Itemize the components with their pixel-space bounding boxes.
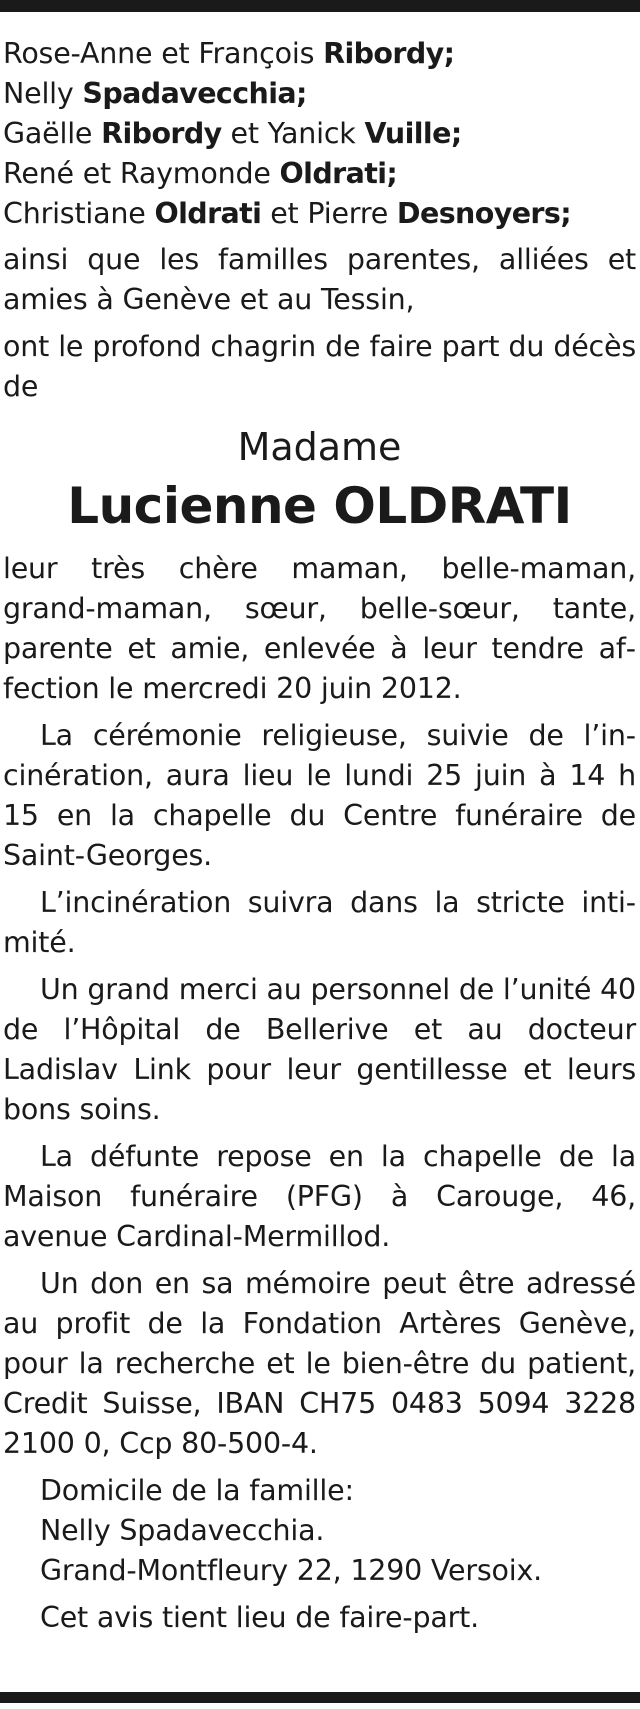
- address-name: Nelly Spadavecchia.: [40, 1514, 325, 1547]
- family-line-2: Nelly Spadavecchia;: [3, 77, 307, 110]
- resting-place-paragraph: La défunte repose en la chapelle de la Maison funéraire (PFG) à Carouge, 46, avenue Cardinal-Mermillod.: [3, 1140, 636, 1253]
- donation-paragraph: Un don en sa mémoire peut être adressé au profit de la Fondation Artères Genève, pour la recherche et le bien-être du patient, Credit Suisse, IBAN CH75 0483 5094 3228 2100 0, Ccp 80-500-4.: [3, 1267, 636, 1460]
- deceased-title: Madame: [237, 425, 402, 469]
- relation-text: leur très chère maman, belle-maman, grand-maman, sœur, belle-sœur, tante, parente et amie, enlevée à leur tendre affection le mercredi 20 juin 2012.: [3, 552, 636, 705]
- family-line-3: Gaëlle Ribordy et Yanick Vuille;: [3, 117, 462, 150]
- closing-note: Cet avis tient lieu de faire-part.: [40, 1601, 479, 1634]
- family-address: [3, 1471, 636, 1591]
- bottom-border-rule: [0, 1692, 640, 1703]
- extended-families-text: ainsi que les familles parentes, alliées et amies à Genève et au Tessin,: [3, 243, 636, 316]
- top-border-rule: [0, 0, 640, 12]
- address-street: Grand-Montfleury 22, 1290 Versoix.: [40, 1554, 542, 1587]
- obituary-notice: [3, 34, 636, 1638]
- ceremony-paragraph: La cérémonie religieuse, suivie de l’incinération, aura lieu le lundi 25 juin à 14 h 15 en la chapelle du Centre funéraire de Saint-Georges.: [3, 719, 636, 872]
- family-line-5: Christiane Oldrati et Pierre Desnoyers;: [3, 197, 572, 230]
- address-heading: Domicile de la famille:: [40, 1474, 354, 1507]
- incineration-paragraph: L’incinération suivra dans la stricte intimité.: [3, 886, 636, 959]
- deceased-name: Lucienne OLDRATI: [67, 477, 572, 535]
- announcement-text: ont le profond chagrin de faire part du décès de: [3, 330, 636, 403]
- family-line-4: René et Raymonde Oldrati;: [3, 157, 398, 190]
- family-line-1: Rose-Anne et François Ribordy;: [3, 37, 455, 70]
- thanks-paragraph: Un grand merci au personnel de l’unité 40 de l’Hôpital de Bellerive et au docteur Ladislav Link pour leur gentillesse et leurs bons soins.: [3, 973, 636, 1126]
- family-names-list: [3, 34, 636, 234]
